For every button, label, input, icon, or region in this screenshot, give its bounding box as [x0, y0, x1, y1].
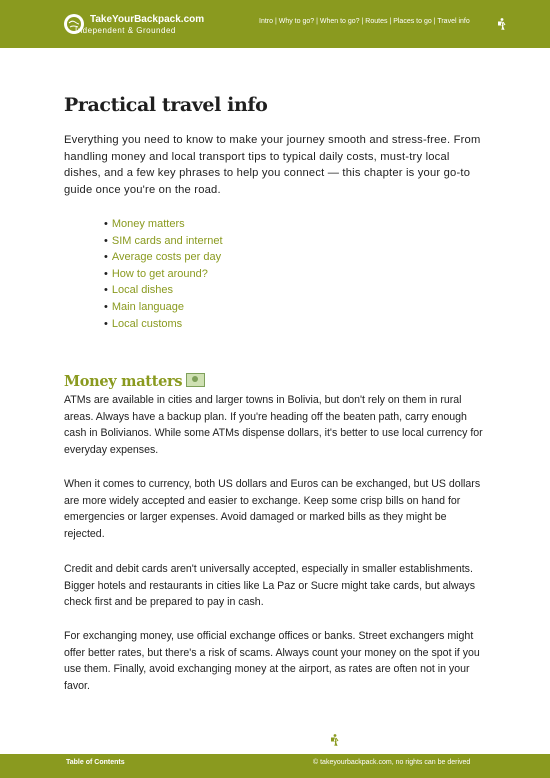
bullet: • — [104, 251, 108, 264]
table-of-contents-link[interactable]: Table of Contents — [66, 759, 125, 766]
nav-separator: | — [361, 18, 366, 25]
footer-bar — [0, 754, 550, 778]
nav-separator: | — [433, 18, 438, 25]
nav-link-intro[interactable]: Intro — [259, 18, 274, 25]
nav-separator: | — [389, 18, 394, 25]
hiker-icon — [497, 18, 506, 30]
page-title: Practical travel info — [64, 94, 268, 116]
money-icon — [186, 373, 205, 387]
top-navigation — [259, 18, 470, 25]
toc-link-get-around[interactable]: How to get around? — [111, 267, 208, 280]
nav-separator: | — [274, 18, 279, 25]
section-paragraph-1: ATMs are available in cities and larger towns in Bolivia, but don't rely on them in rural areas. Always have a backup plan. If you're heading off the beaten path, carry enough cash in Bolivianos. While some ATMs dispense dollars, it's better to use local currency for everyday expenses. — [64, 394, 483, 456]
chapter-contents-list — [104, 216, 223, 332]
bullet: • — [104, 234, 108, 247]
bullet: • — [104, 218, 108, 230]
list-item[interactable] — [104, 266, 223, 283]
bullet: • — [104, 317, 108, 330]
nav-link-when-to-go[interactable]: When to go? — [319, 18, 360, 25]
section-paragraph-3: Credit and debit cards aren't universally accepted, especially in smaller establishments. Bigger hotels and restaurants in cities like La Paz or Sucre might take cards, but always check first and be prepared to pay in cash. — [64, 563, 476, 609]
list-item[interactable] — [104, 316, 223, 333]
nav-link-why-to-go[interactable]: Why to go? — [278, 18, 315, 25]
bullet: • — [104, 300, 108, 313]
brand-tagline: Independent & Grounded — [75, 26, 176, 35]
toc-link-average-costs[interactable]: Average costs per day — [111, 251, 222, 264]
list-item[interactable] — [104, 299, 223, 316]
toc-link-main-language[interactable]: Main language — [111, 300, 185, 313]
section-heading-money-matters — [64, 373, 205, 390]
list-item[interactable] — [104, 249, 223, 266]
bullet: • — [104, 284, 108, 297]
nav-link-places-to-go[interactable]: Places to go — [393, 18, 432, 25]
hiker-icon — [330, 734, 339, 746]
list-item[interactable] — [104, 282, 223, 299]
nav-separator: | — [316, 18, 320, 25]
list-item[interactable] — [104, 216, 223, 233]
section-heading-text: Money matters — [64, 373, 183, 390]
nav-link-travel-info[interactable]: Travel info — [437, 18, 470, 25]
intro-paragraph: Everything you need to know to make your journey smooth and stress-free. From handling money and local transport tips to typical daily costs, must-try local dishes, and a few key phrases to help you connect — this chapter is your go-to guide once you're on the road. — [64, 134, 481, 196]
footer-copyright[interactable]: © takeyourbackpack.com, no rights can be derived — [313, 759, 471, 766]
section-paragraph-2: When it comes to currency, both US dollars and Euros can be exchanged, but US dollars are more widely accepted and easier to exchange. Keep some crisp bills on hand for emergencies or larger expenses. Avoid damaged or marked bills as they might be rejected. — [64, 478, 481, 540]
nav-link-routes[interactable]: Routes — [365, 18, 388, 25]
toc-link-local-customs[interactable]: Local customs — [111, 317, 183, 330]
brand-name[interactable]: TakeYourBackpack.com — [90, 14, 205, 25]
toc-link-money-matters[interactable]: Money matters — [111, 218, 185, 230]
toc-link-sim-cards[interactable]: SIM cards and internet — [111, 234, 223, 247]
list-item[interactable] — [104, 233, 223, 250]
section-paragraph-4: For exchanging money, use official exchange offices or banks. Street exchangers might offer better rates, but there's a risk of scams. Always count your money on the spot if you use them. Finally, avoid exchanging money at the airport, as rates are often not in your favor. — [64, 630, 480, 692]
toc-link-local-dishes[interactable]: Local dishes — [111, 284, 174, 297]
bullet: • — [104, 267, 108, 280]
